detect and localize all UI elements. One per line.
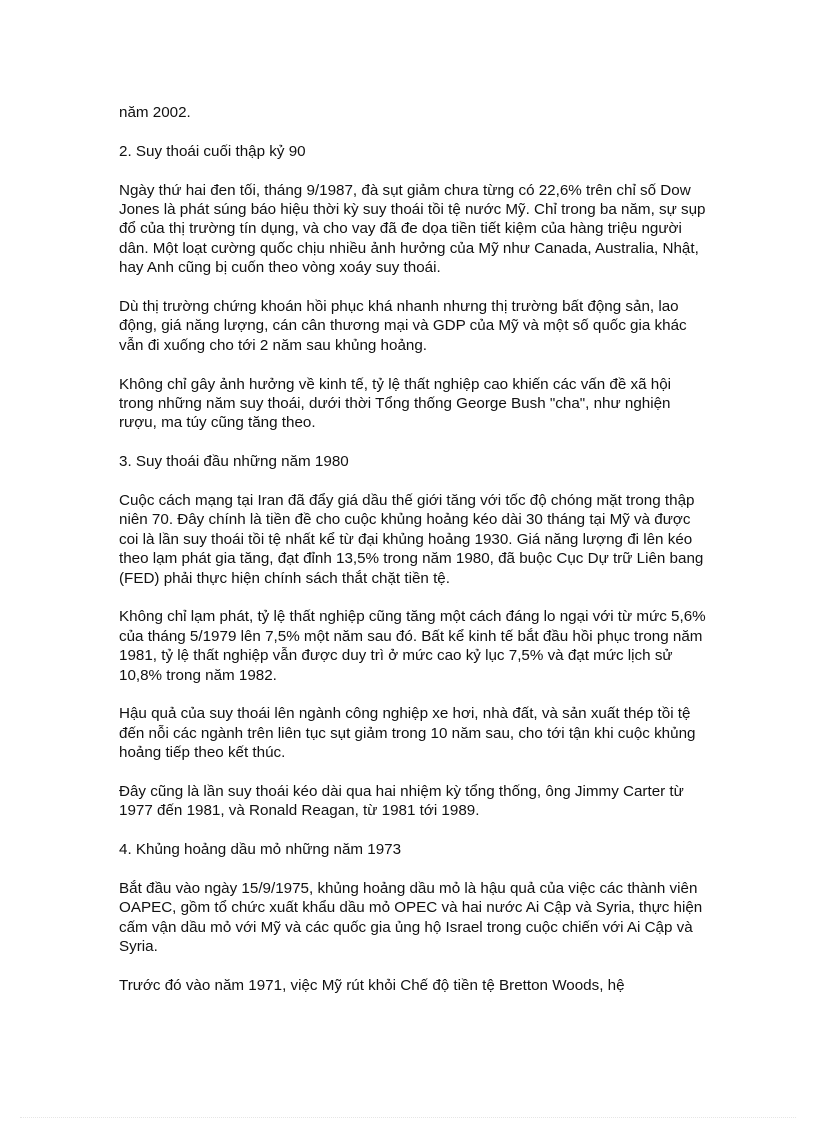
paragraph: Ngày thứ hai đen tối, tháng 9/1987, đà sụt giảm chưa từng có 22,6% trên chỉ số Dow Jones là phát súng báo hiệu thời kỳ suy thoái tồi tệ nước Mỹ. Chỉ trong ba năm, sự sụp đổ của thị trường tín dụng, và cho vay đã đe dọa tiền tiết kiệm của hàng triệu người dân. Một loạt cường quốc chịu nhiều ảnh hưởng của Mỹ như Canada, Australia, Nhật, hay Anh cũng bị cuốn theo vòng xoáy suy thoái. [119, 181, 706, 277]
paragraph: Đây cũng là lần suy thoái kéo dài qua hai nhiệm kỳ tổng thống, ông Jimmy Carter từ 1977 đến 1981, và Ronald Reagan, từ 1981 tới 1989. [119, 783, 684, 820]
paragraph: Bắt đầu vào ngày 15/9/1975, khủng hoảng dầu mỏ là hậu quả của việc các thành viên OAPEC, gồm tổ chức xuất khẩu dầu mỏ OPEC và hai nước Ai Cập và Syria, thực hiện cấm vận dầu mỏ với Mỹ và các quốc gia ủng hộ Israel trong cuộc chiến với Ai Cập và Syria. [119, 880, 703, 956]
paragraph: Không chỉ gây ảnh hưởng về kinh tế, tỷ lệ thất nghiệp cao khiến các vấn đề xã hội trong những năm suy thoái, dưới thời Tổng thống George Bush "cha", như nghiện rượu, ma túy cũng tăng theo. [119, 375, 672, 432]
paragraph-continuation: năm 2002. [119, 104, 191, 121]
section-heading-4: 4. Khủng hoảng dầu mỏ những năm 1973 [119, 841, 402, 859]
paragraph-truncated: Trước đó vào năm 1971, việc Mỹ rút khỏi Chế độ tiền tệ Bretton Woods, hệ [119, 977, 625, 995]
section-heading-2: 2. Suy thoái cuối thập kỷ 90 [119, 142, 306, 160]
paragraph: Cuộc cách mạng tại Iran đã đẩy giá dầu thế giới tăng với tốc độ chóng mặt trong thập niên 70. Đây chính là tiền đề cho cuộc khủng hoảng kéo dài 30 tháng tại Mỹ và được coi là lần suy thoái tồi tệ nhất kể từ đại khủng hoảng 1930. Giá năng lượng đi lên kéo theo lạm phát gia tăng, đạt đỉnh 13,5% trong năm 1980, đã buộc Cục Dự trữ Liên bang (FED) phải thực hiện chính sách thắt chặt tiền tệ. [119, 492, 704, 587]
paragraph: Hậu quả của suy thoái lên ngành công nghiệp xe hơi, nhà đất, và sản xuất thép tồi tệ đến nỗi các ngành trên liên tục sụt giảm trong 10 năm sau, cho tới tận khi cuộc khủng hoảng tiếp theo kết thúc. [119, 705, 696, 762]
document-body [119, 103, 709, 1015]
paragraph: Dù thị trường chứng khoán hồi phục khá nhanh nhưng thị trường bất động sản, lao động, giá năng lượng, cán cân thương mại và GDP của Mỹ và một số quốc gia khác vẫn đi xuống cho tới 2 năm sau khủng hoảng. [119, 298, 687, 354]
section-heading-3: 3. Suy thoái đầu những năm 1980 [119, 453, 349, 471]
page-bottom-divider [20, 1117, 796, 1118]
paragraph: Không chỉ lạm phát, tỷ lệ thất nghiệp cũng tăng một cách đáng lo ngại với từ mức 5,6% của tháng 5/1979 lên 7,5% một năm sau đó. Bất kể kinh tế bắt đầu hồi phục trong năm 1981, tỷ lệ thất nghiệp vẫn được duy trì ở mức cao kỷ lục 7,5% và đạt mức lịch sử 10,8% trong năm 1982. [119, 608, 706, 684]
